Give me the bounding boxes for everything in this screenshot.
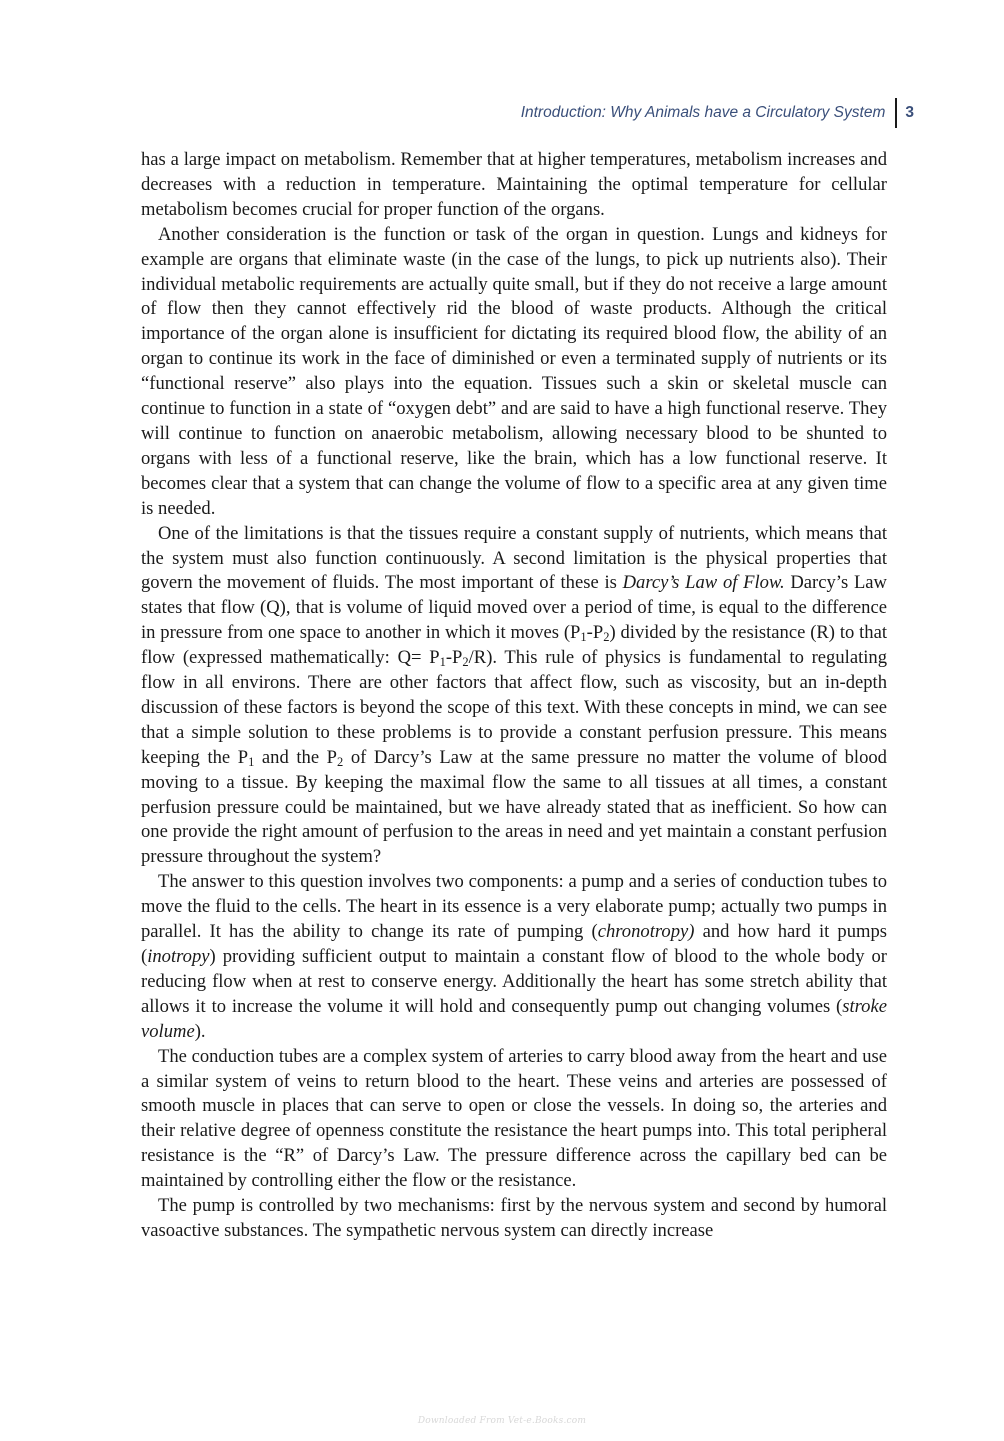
text-run: ). — [194, 1020, 206, 1042]
text-run: The pump is controlled by two mechanisms: first by the nervous system and second by humoral vasoactive substances. The sympathetic nervous system can directly increase — [141, 1195, 887, 1241]
text-run: -P — [586, 622, 604, 644]
body-text — [141, 148, 887, 1244]
paragraph-5 — [141, 1045, 887, 1194]
paragraph-1 — [141, 148, 887, 223]
text-run: has a large impact on metabolism. Remember that at higher temperatures, metabolism increases and decreases with a reduction in temperature. Maintaining the optimal temperature for cellular metabolism becomes crucial for proper function of the organs. — [141, 149, 887, 220]
subscript: 1 — [248, 754, 255, 769]
italic-term: Darcy’s Law of Flow. — [622, 572, 785, 594]
text-run: One of the limitations is that the tissues require a constant supply of nutrients, which means that the system must also function continuously. A second limitation is the physical properties that govern the movement of fluids. The most important of these is — [141, 522, 887, 594]
subscript: 2 — [337, 754, 344, 769]
text-run: and how hard it pumps ( — [141, 921, 888, 967]
paragraph-4 — [141, 870, 887, 1044]
text-run: of Darcy’s Law at the same pressure no matter the volume of blood moving to a tissue. By keeping the maximal flow the same to all tissues at all times, a constant perfusion pressure could be maintained, but we have already stated that as inefficient. So how can one provide the right amount of perfusion to the areas in need and yet maintain a constant perfusion pressure throughout the system? — [141, 746, 887, 868]
text-run: Darcy’s Law states that flow (Q), that is volume of liquid moved over a period of time, is equal to the difference in pressure from one space to another in which it moves (P — [141, 572, 887, 644]
paragraph-2 — [141, 223, 887, 522]
subscript: 2 — [603, 630, 610, 645]
paragraph-6 — [141, 1194, 887, 1244]
paragraph-3 — [141, 522, 887, 871]
text-run: Another consideration is the function or task of the organ in question. Lungs and kidneys for example are organs that eliminate waste (in the case of the lungs, to pick up nutrients also). Their individual metabolic requirements are actually quite small, but if they do not receive a large amount of flow then they cannot effectively rid the blood of waste products. Although the critical importance of the organ alone is insufficient for dictating its required blood flow, the ability of an organ to continue its work in the face of diminished or even a terminated supply of nutrients or its “functional reserve” also plays into the equation. Tissues such a skin or skeletal muscle can continue to function in a state of “oxygen debt” and are said to have a high functional reserve. They will continue to function on anaerobic metabolism, allowing necessary blood to be shunted to organs with less of a functional reserve, like the brain, which has a low functional reserve. It becomes clear that a system that can change the volume of flow to a specific area at any given time is needed. — [141, 223, 887, 519]
subscript: 2 — [462, 655, 469, 670]
text-run: The conduction tubes are a complex system of arteries to carry blood away from the heart and use a similar system of veins to return blood to the heart. These veins and arteries are possessed of smooth muscle in places that can serve to open or close the vessels. In doing so, the arteries and their relative degree of openness constitute the resistance the heart pumps into. This total peripheral resistance is the “R” of Darcy’s Law. The pressure difference across the capillary bed can be maintained by controlling either the flow or the resistance. — [141, 1045, 887, 1192]
text-run: The answer to this question involves two components: a pump and a series of conduction tubes to move the fluid to the cells. The heart in its essence is a very elaborate pump; actually two pumps in parallel. It has the ability to change its rate of pumping ( — [141, 871, 887, 943]
download-watermark: Downloaded From Vet-e.Books.com — [417, 1416, 587, 1426]
text-run: /R). This rule of physics is fundamental to regulating flow in all environs. There are other factors that affect flow, such as viscosity, but an in-depth discussion of these factors is beyond the scope of this text. With these concepts in mind, we can see that a simple solution to these problems is to provide a constant perfusion pressure. This means keeping the P — [141, 647, 887, 768]
text-run: ) divided by the resistance (R) to that flow (expressed mathematically: Q= P — [141, 622, 887, 669]
text-run: and the P — [254, 746, 338, 768]
italic-term: inotropy — [147, 946, 210, 967]
text-run: -P — [445, 647, 463, 669]
italic-term: chronotropy) — [597, 921, 695, 943]
subscript: 1 — [439, 655, 446, 670]
page-number: 3 — [905, 104, 914, 121]
running-title: Introduction: Why Animals have a Circulatory System — [521, 98, 898, 128]
subscript: 1 — [580, 630, 587, 645]
italic-term: stroke volume — [141, 995, 887, 1042]
running-header — [521, 98, 914, 128]
text-run: ) providing sufficient output to maintain a constant flow of blood to the whole body or reducing flow when at rest to conserve energy. Additionally the heart has some stretch ability that allows it to increase the volume it will hold and consequently pump out changing volumes ( — [141, 946, 887, 1017]
